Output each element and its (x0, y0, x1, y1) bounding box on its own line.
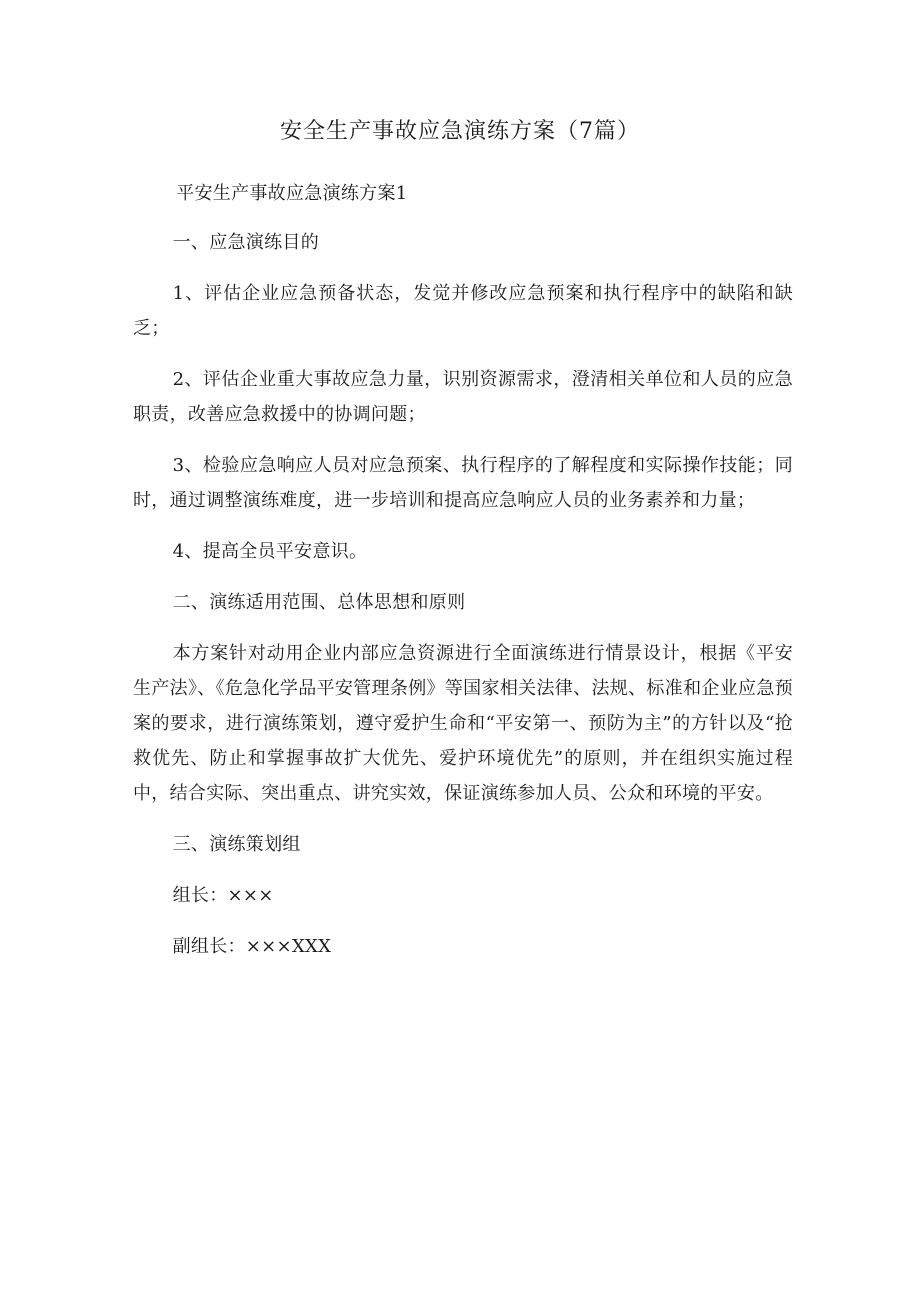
scope-paragraph: 本方案针对动用企业内部应急资源进行全面演练进行情景设计，根据《平安生产法》、《危急化学品平安管理条例》等国家相关法律、法规、标准和企业应急预案的要求，进行演练策划，遵守爱护生命和“平安第一、预防为主”的方针以及“抢救优先、防止和掌握事故扩大优先、爱护环境优先”的原则，并在组织实施过程中，结合实际、突出重点、讲究实效，保证演练参加人员、公众和环境的平安。 (133, 643, 793, 804)
document-body (133, 176, 793, 980)
purpose-item-4: 4、提高全员平安意识。 (172, 541, 368, 562)
section-subtitle: 平安生产事故应急演练方案1 (176, 183, 408, 204)
purpose-item-1: 1、评估企业应急预备状态，发觉并修改应急预案和执行程序中的缺陷和缺乏； (133, 283, 793, 339)
purpose-item-3: 3、检验应急响应人员对应急预案、执行程序的了解程度和实际操作技能；同时，通过调整演练难度，进一步培训和提高应急响应人员的业务素养和力量； (133, 455, 793, 511)
heading-purpose: 一、应急演练目的 (172, 232, 319, 253)
purpose-item-2: 2、评估企业重大事故应急力量，识别资源需求，澄清相关单位和人员的应急职责，改善应急救援中的协调问题； (133, 369, 793, 425)
document-title: 安全生产事故应急演练方案（7篇） (280, 119, 640, 144)
heading-planning-group: 三、演练策划组 (172, 834, 301, 855)
heading-scope: 二、演练适用范围、总体思想和原则 (172, 592, 466, 613)
group-leader: 组长：××× (172, 885, 274, 906)
deputy-group-leader: 副组长：×××XXX (172, 936, 332, 957)
